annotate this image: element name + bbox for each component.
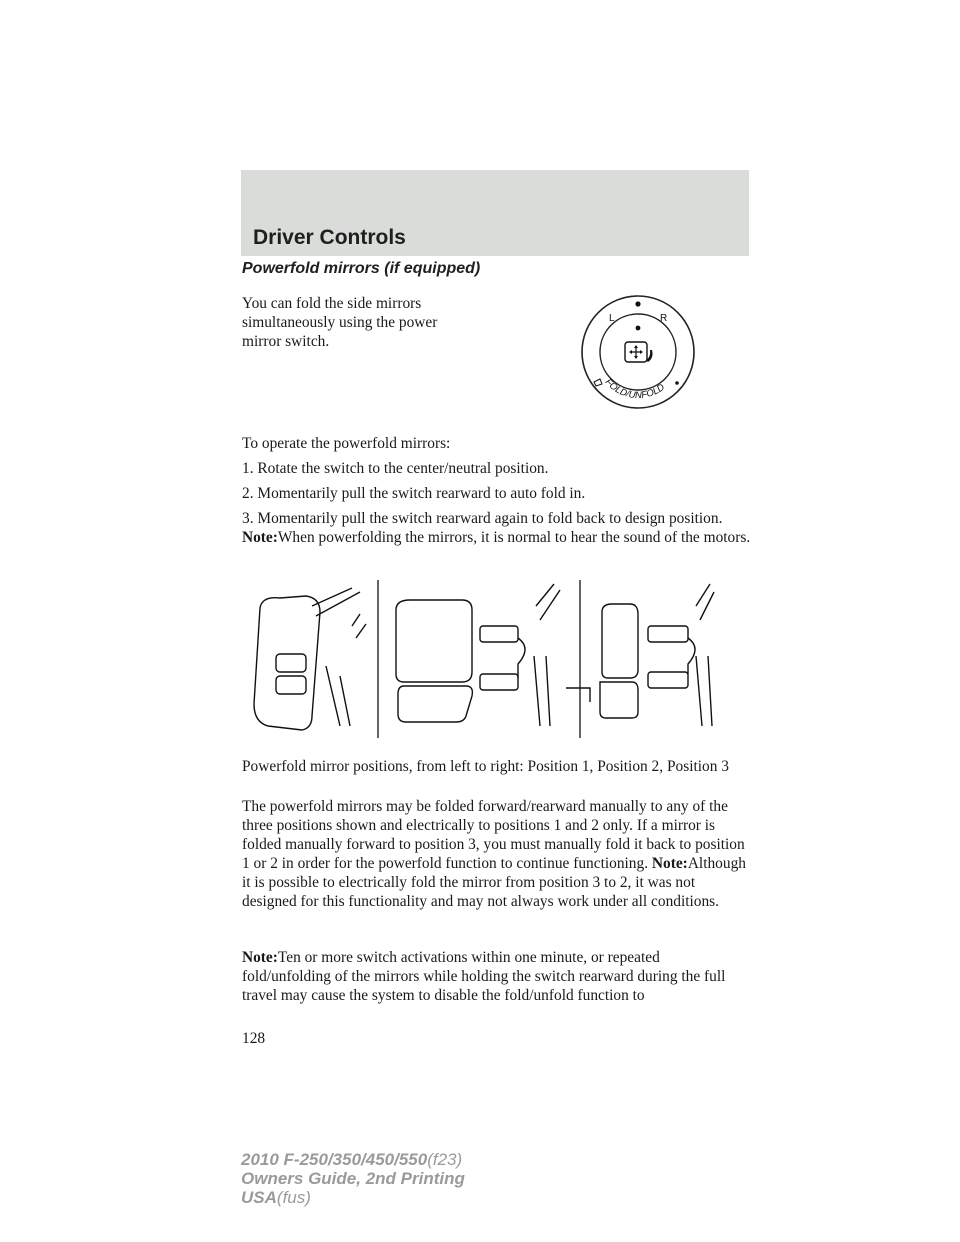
fold-unfold-label: FOLD/UNFOLD — [602, 376, 667, 402]
switch-label-left: L — [609, 313, 615, 324]
footer-model-code: (f23) — [427, 1150, 463, 1169]
manual-fold-note-text: Although it is possible to electrically fold the mirror from position 3 to 2, it was not designed for this functionality and may not always work under all conditions. — [242, 855, 746, 910]
manual-fold-note-label: Note: — [651, 855, 688, 872]
step-1: 1. Rotate the switch to the center/neutral position. — [242, 460, 549, 477]
step-2: 2. Momentarily pull the switch rearward to auto fold in. — [242, 485, 586, 502]
step-3: 3. Momentarily pull the switch rearward again to fold back to design position. — [242, 510, 723, 527]
footer-guide: Owners Guide, 2nd Printing — [241, 1169, 465, 1188]
manual-fold-paragraph — [242, 797, 752, 911]
page-number: 128 — [242, 1030, 266, 1047]
footer-model: 2010 F-250/350/450/550 — [241, 1150, 428, 1169]
operate-intro: To operate the powerfold mirrors: — [242, 435, 451, 452]
note-sound — [242, 528, 752, 547]
powerfold-heading: Powerfold mirrors (if equipped) — [242, 260, 481, 277]
activation-note-label: Note: — [242, 949, 278, 966]
intro-paragraph: You can fold the side mirrors simultaneously using the power mirror switch. — [242, 295, 438, 350]
footer — [241, 1150, 465, 1207]
svg-text:FOLD/UNFOLD — [603, 377, 667, 401]
activation-note-text: Ten or more switch activations within one minute, or repeated fold/unfolding of the mirrors while holding the switch rearward during the full travel may cause the system to disable the fold/unfold function to — [242, 949, 726, 1004]
mirror-position-2 — [396, 584, 590, 726]
footer-market: USA — [241, 1188, 277, 1207]
switch-label-right: R — [660, 313, 668, 324]
manual-fold-text: The powerfold mirrors may be folded forward/rearward manually to any of the three positions shown and electrically to positions 1 and 2 only. If a mirror is folded manually forward to position 3, you must manually fold it back to position 1 or 2 in order for the powerfold function to continue functioning. — [242, 798, 745, 872]
switch-indicator-dot — [635, 301, 640, 306]
section-header-band — [241, 170, 749, 256]
section-title: Driver Controls — [253, 226, 406, 249]
mirror-position-1 — [254, 588, 366, 730]
note-label: Note: — [242, 529, 278, 546]
mirror-position-3 — [600, 584, 714, 726]
switch-center-dot — [636, 326, 641, 331]
activation-note — [242, 948, 752, 1005]
mirror-positions-illustration — [240, 576, 718, 742]
fold-icon — [594, 379, 602, 386]
figure-caption: Powerfold mirror positions, from left to right: Position 1, Position 2, Position 3 — [242, 758, 729, 775]
power-mirror-switch-illustration — [578, 290, 698, 415]
note-text: When powerfolding the mirrors, it is normal to hear the sound of the motors. — [277, 529, 751, 546]
footer-market-code: (fus) — [276, 1188, 311, 1207]
